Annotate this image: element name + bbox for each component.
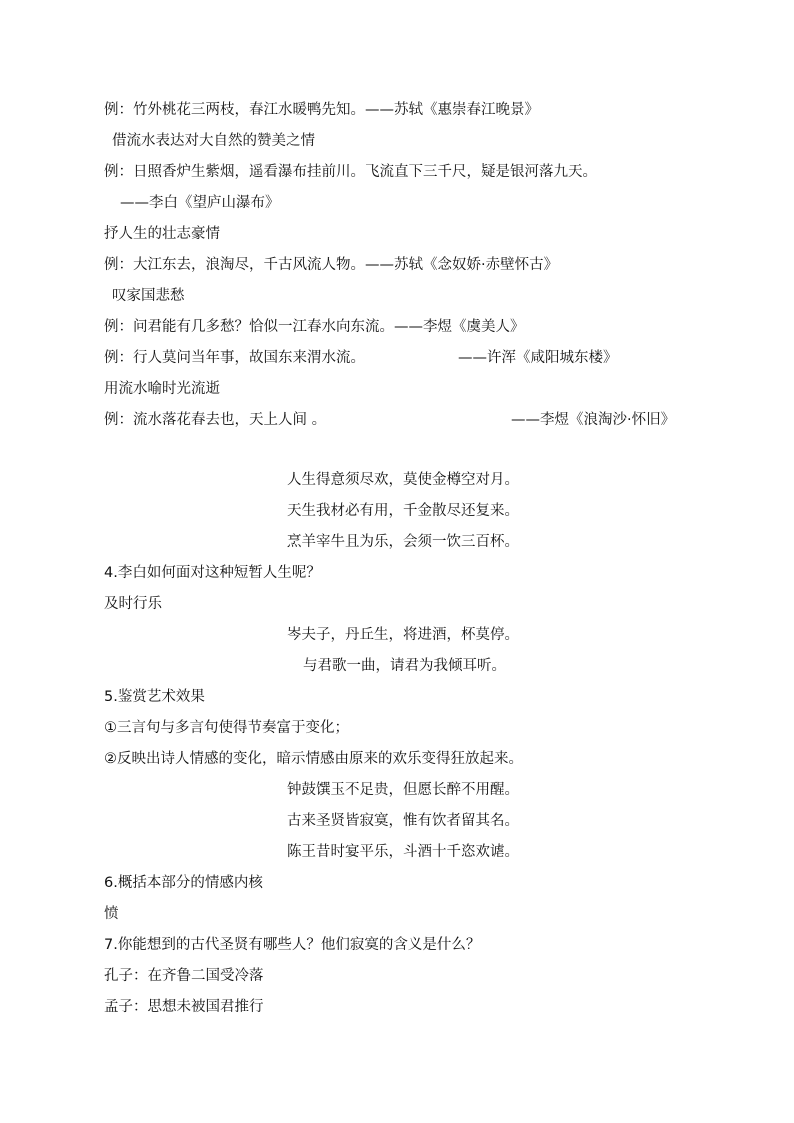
answer-5-point-1: ①三言句与多言句使得节奏富于变化； (104, 720, 349, 736)
question-5: 5.鉴赏艺术效果 (104, 689, 205, 705)
answer-5-point-2: ②反映出诗人情感的变化，暗示情感由原来的欢乐变得狂放起来。 (104, 751, 523, 767)
answer-7-mencius: 孟子：思想未被国君推行 (104, 999, 264, 1015)
text-line-8: 例：问君能有几多愁？恰似一江春水向东流。——李煜《虞美人》 (104, 319, 525, 335)
poem-line-1: 人生得意须尽欢，莫使金樽空对月。 (287, 472, 519, 488)
poem-line-5: 与君歌一曲，请君为我倾耳听。 (303, 658, 506, 674)
question-4: 4.李白如何面对这种短暂人生呢？ (104, 565, 321, 581)
poem-line-7: 古来圣贤皆寂寞，惟有饮者留其名。 (287, 813, 519, 829)
poem-line-8: 陈王昔时宴平乐，斗酒十千恣欢谑。 (287, 844, 519, 860)
answer-6: 愤 (104, 906, 119, 922)
answer-4: 及时行乐 (104, 596, 162, 612)
text-line-6: 例：大江东去，浪淘尽，千古风流人物。——苏轼《念奴娇·赤壁怀古》 (104, 257, 559, 273)
poem-line-2: 天生我材必有用，千金散尽还复来。 (287, 503, 519, 519)
text-line-11: 例：流水落花春去也，天上人间 。 (104, 412, 327, 428)
question-6: 6.概括本部分的情感内核 (104, 875, 263, 891)
text-line-1: 例：竹外桃花三两枝，春江水暖鸭先知。——苏轼《惠崇春江晚景》 (104, 102, 539, 118)
text-line-11-attribution: ——李煜《浪淘沙·怀旧》 (511, 412, 676, 428)
poem-line-3: 烹羊宰牛且为乐，会须一饮三百杯。 (287, 534, 519, 550)
answer-7-confucius: 孔子：在齐鲁二国受冷落 (104, 968, 264, 984)
text-line-7: 叹家国悲愁 (112, 288, 185, 304)
text-line-5: 抒人生的壮志豪情 (104, 226, 220, 242)
question-7: 7.你能想到的古代圣贤有哪些人？他们寂寞的含义是什么？ (104, 937, 481, 953)
text-line-4: ——李白《望庐山瀑布》 (120, 195, 280, 211)
text-line-2: 借流水表达对大自然的赞美之情 (112, 133, 315, 149)
text-line-3: 例：日照香炉生紫烟，遥看瀑布挂前川。飞流直下三千尺，疑是银河落九天。 (104, 164, 597, 180)
poem-line-6: 钟鼓馔玉不足贵，但愿长醉不用醒。 (287, 782, 519, 798)
poem-line-4: 岑夫子，丹丘生，将进酒，杯莫停。 (287, 627, 519, 643)
text-line-9-attribution: ——许浑《咸阳城东楼》 (458, 350, 618, 366)
text-line-9: 例：行人莫问当年事，故国东来渭水流。 (104, 350, 365, 366)
text-line-10: 用流水喻时光流逝 (104, 381, 220, 397)
